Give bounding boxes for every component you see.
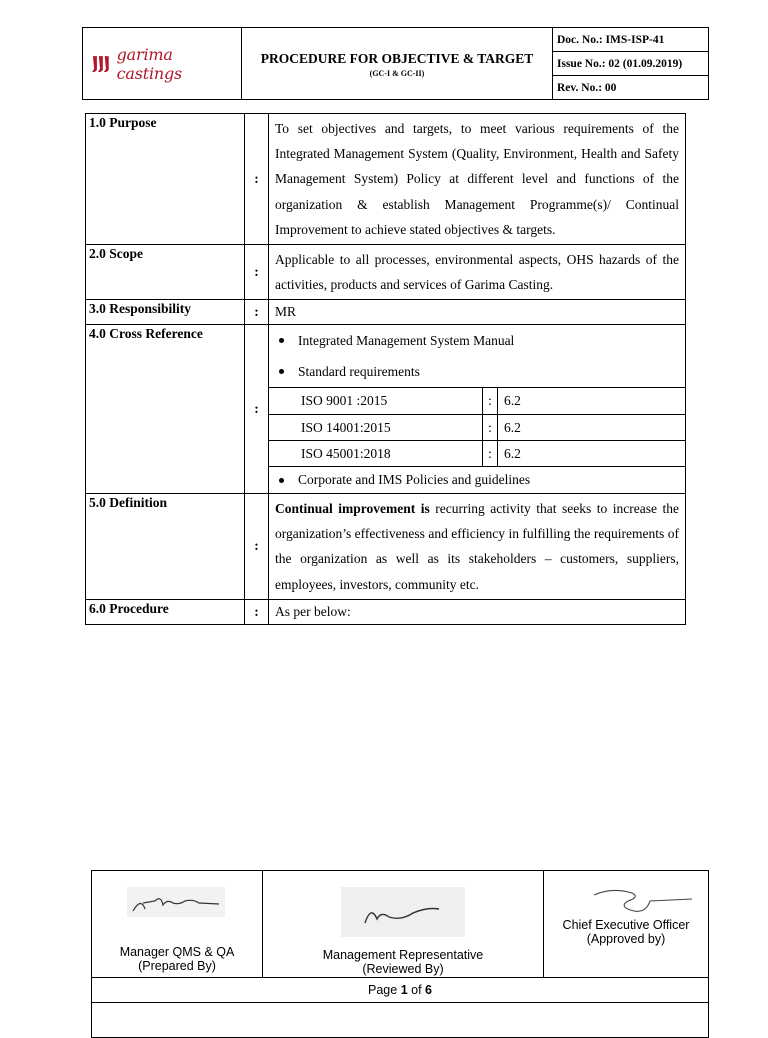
title-cell <box>242 28 553 100</box>
standard-name: ISO 9001 :2015 <box>269 388 483 414</box>
section-label: 6.0 Procedure <box>86 599 245 624</box>
page-number <box>92 978 709 1003</box>
reviewed-by-cell <box>263 871 544 978</box>
bullet-icon <box>279 369 284 374</box>
standard-colon: : <box>483 388 498 414</box>
section-colon: : <box>245 599 269 624</box>
bullet-icon <box>279 478 284 483</box>
section-text <box>269 494 686 600</box>
prepared-label: (Prepared By) <box>138 959 216 973</box>
section-colon: : <box>245 494 269 600</box>
definition-term: Continual improvement is <box>275 501 430 517</box>
section-colon: : <box>245 114 269 245</box>
section-responsibility <box>86 300 686 325</box>
standard-clause: 6.2 <box>498 440 686 466</box>
bullet-text: Integrated Management System Manual <box>298 333 515 349</box>
list-item <box>269 325 685 356</box>
document-subtitle: (GC-I & GC-II) <box>369 69 425 78</box>
logo-text: garima castings <box>116 44 183 83</box>
revision-number: Rev. No.: 00 <box>553 76 709 100</box>
section-text: MR <box>269 300 686 325</box>
signature-image <box>127 885 227 921</box>
section-text: Applicable to all processes, environmental aspects, OHS hazards of the activities, products and services of Garima Casting. <box>269 245 686 300</box>
approved-by-cell <box>544 871 709 978</box>
section-label: 5.0 Definition <box>86 494 245 600</box>
procedure-table <box>85 113 686 625</box>
cross-reference-content <box>269 325 686 494</box>
page-mid: of <box>407 983 426 997</box>
standard-colon: : <box>483 440 498 466</box>
section-label: 1.0 Purpose <box>86 114 245 245</box>
definition-text: recurring activity that seeks to increase the organization’s effectiveness and efficiency in fulfilling the requirements of the organization as well as its stakeholders – customers, suppliers, employees, investors, community etc. <box>275 501 679 592</box>
section-label: 2.0 Scope <box>86 245 245 300</box>
section-colon: : <box>245 245 269 300</box>
signature-image <box>588 881 700 917</box>
document-header <box>82 27 709 100</box>
bullet-text: Corporate and IMS Policies and guidelines <box>298 472 531 488</box>
section-colon: : <box>245 325 269 494</box>
section-cross-reference <box>86 325 686 494</box>
list-item <box>269 466 685 493</box>
doc-number: Doc. No.: IMS-ISP-41 <box>553 28 709 52</box>
bullet-icon <box>279 338 284 343</box>
section-definition <box>86 494 686 600</box>
standard-name: ISO 14001:2015 <box>269 414 483 440</box>
standard-clause: 6.2 <box>498 414 686 440</box>
page-total: 6 <box>425 983 432 997</box>
prepared-by-cell <box>92 871 263 978</box>
logo-cell <box>83 28 242 100</box>
signature-table <box>91 870 709 1038</box>
prepared-role: Manager QMS & QA <box>119 945 235 959</box>
section-text: To set objectives and targets, to meet various requirements of the Integrated Management System (Quality, Environment, Health and Safety Management System) Policy at different level and functions of the organization & establish Management Programme(s)/ Continual Improvement to achieve stated objectives & targets. <box>269 114 686 245</box>
section-label: 3.0 Responsibility <box>86 300 245 325</box>
section-purpose <box>86 114 686 245</box>
section-procedure <box>86 599 686 624</box>
table-row <box>269 414 685 440</box>
document-title: PROCEDURE FOR OBJECTIVE & TARGET <box>260 51 534 66</box>
issue-number: Issue No.: 02 (01.09.2019) <box>553 52 709 76</box>
section-scope <box>86 245 686 300</box>
approved-label: (Approved by) <box>586 932 666 946</box>
section-colon: : <box>245 300 269 325</box>
standard-clause: 6.2 <box>498 388 686 414</box>
page-current: 1 <box>400 983 408 997</box>
company-logo <box>83 45 241 83</box>
signature-image <box>341 887 465 937</box>
reviewed-label: (Reviewed By) <box>362 962 444 976</box>
section-text: As per below: <box>269 599 686 624</box>
standard-name: ISO 45001:2018 <box>269 440 483 466</box>
reviewed-role: Management Representative <box>322 948 484 962</box>
page-prefix: Page <box>368 983 401 997</box>
table-row <box>269 440 685 466</box>
standard-colon: : <box>483 414 498 440</box>
bullet-text: Standard requirements <box>298 364 420 380</box>
list-item <box>269 356 685 387</box>
footer-blank-row <box>92 1003 709 1038</box>
garima-logo-icon <box>91 53 113 75</box>
standards-table <box>269 387 685 466</box>
section-label: 4.0 Cross Reference <box>86 325 245 494</box>
table-row <box>269 388 685 414</box>
approved-role: Chief Executive Officer <box>562 918 690 932</box>
